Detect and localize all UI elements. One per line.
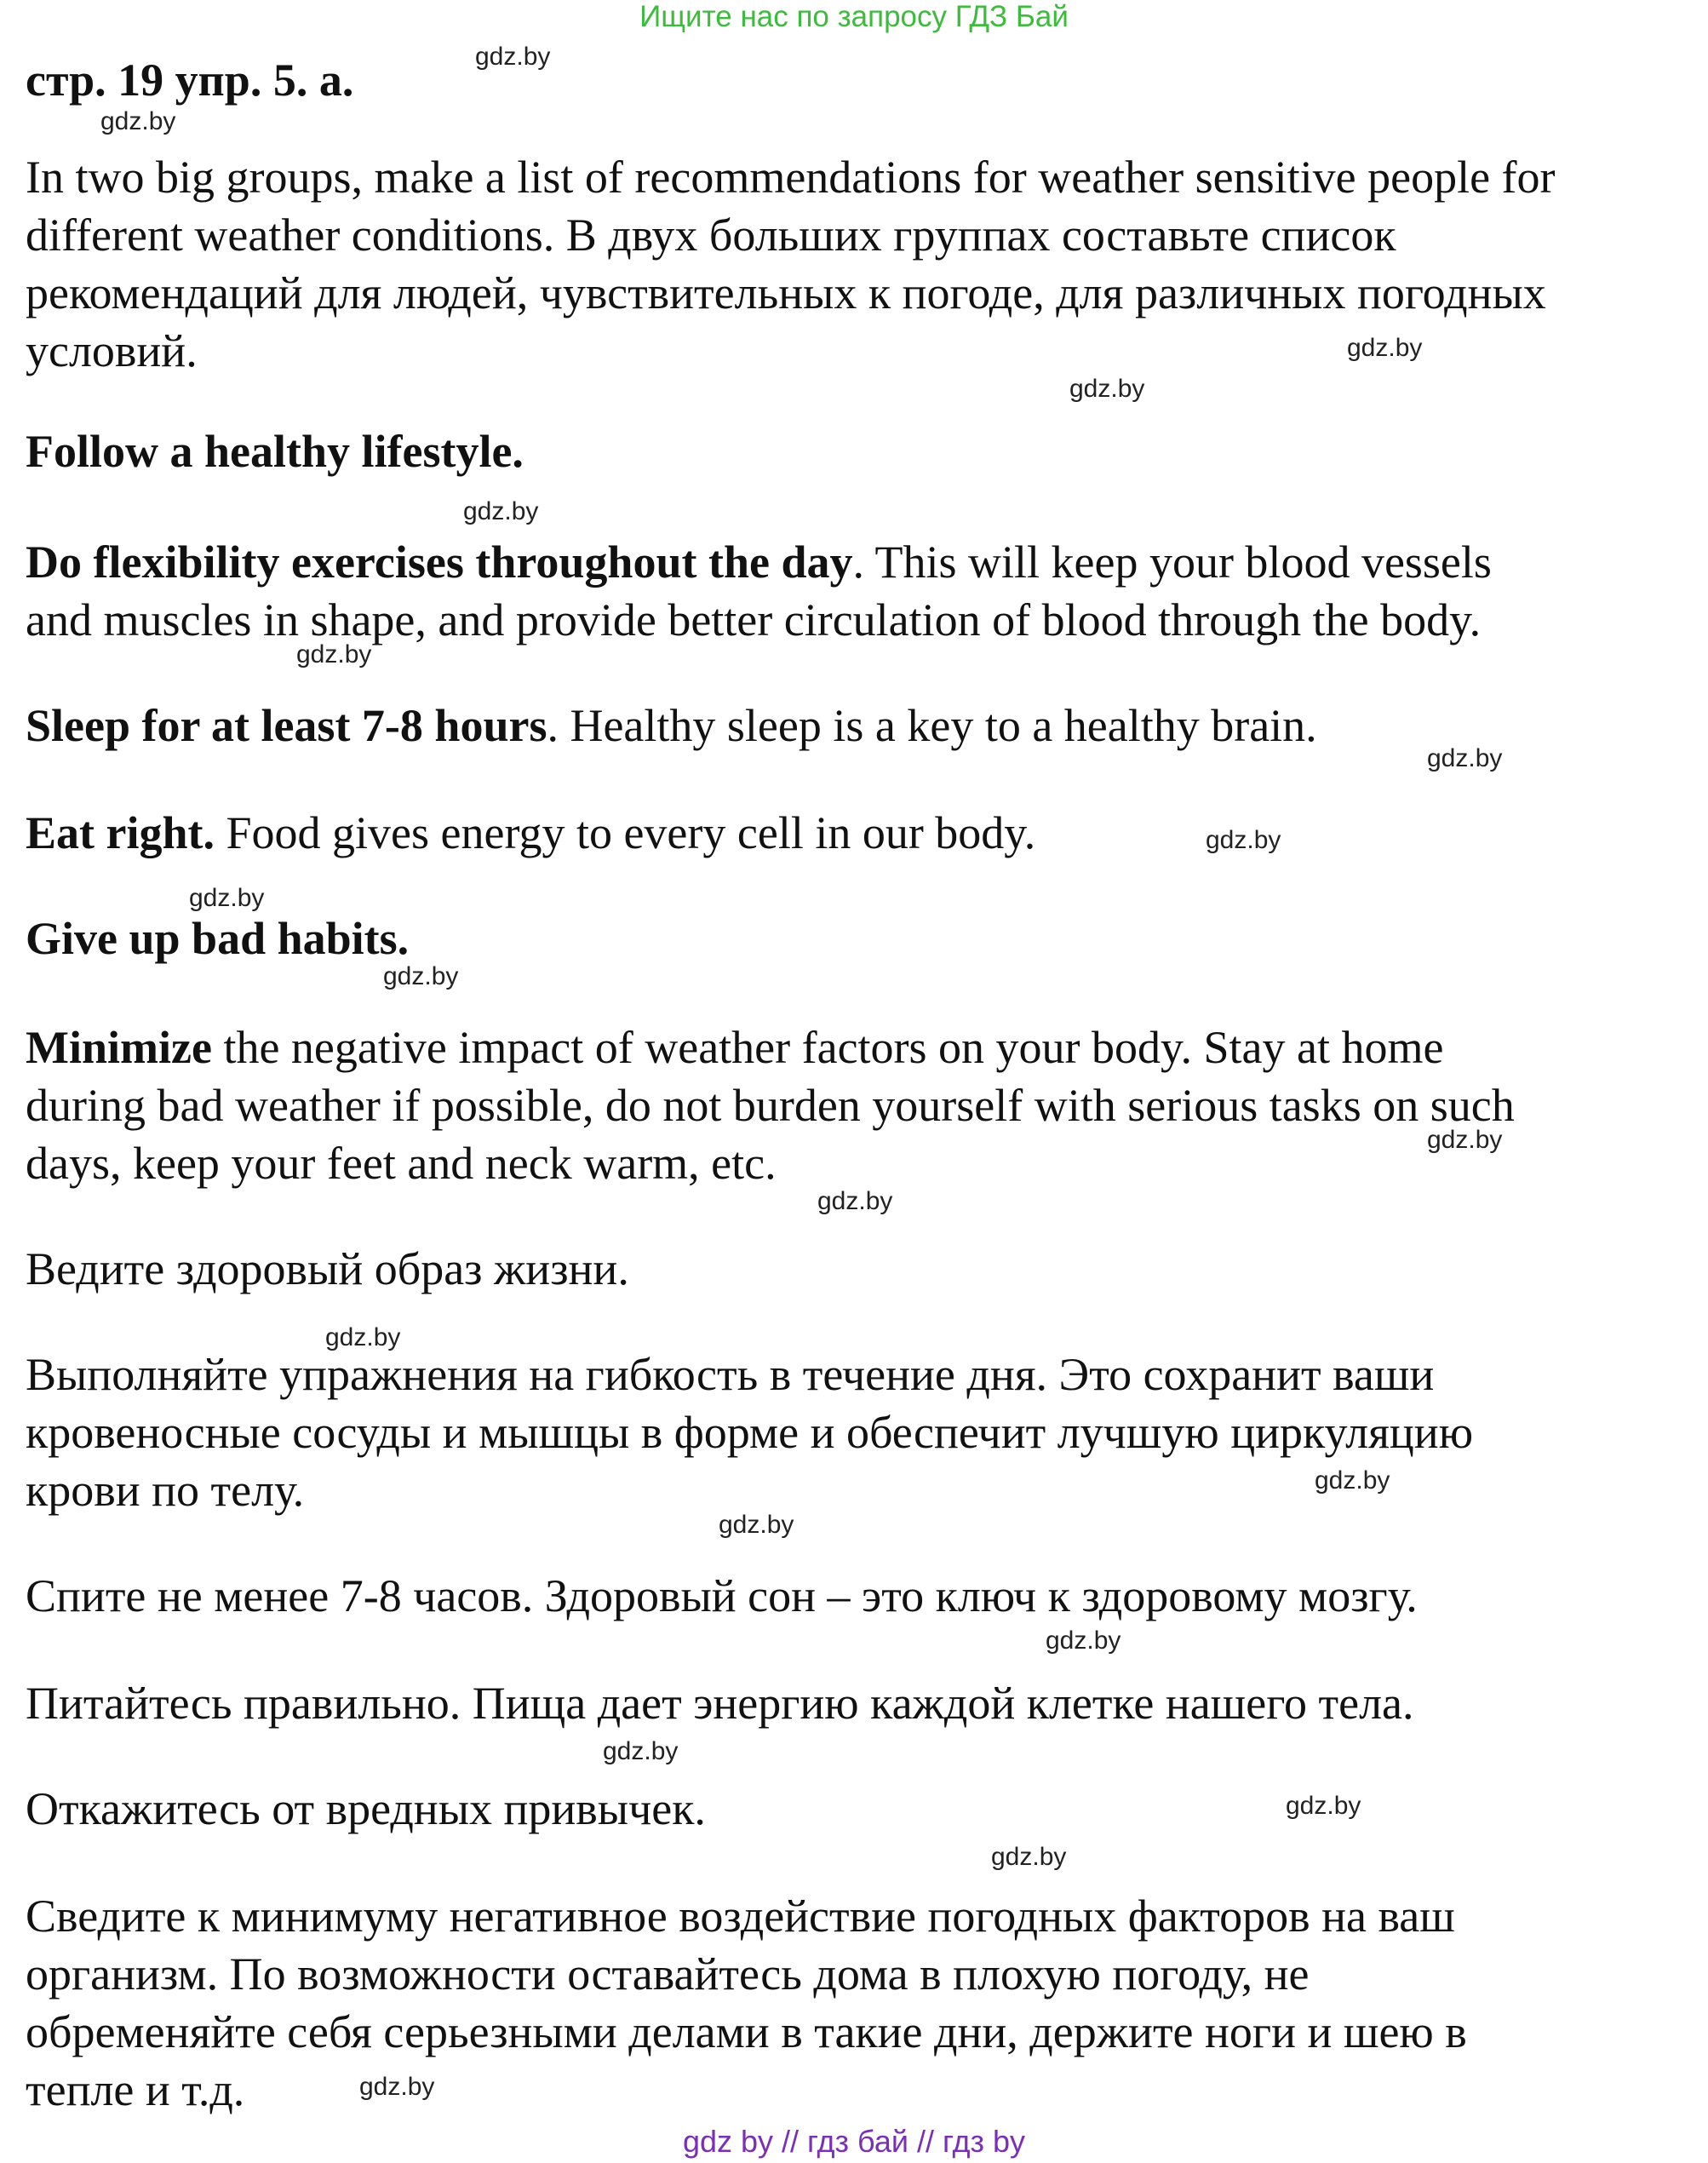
paragraph-line xyxy=(26,1018,1694,1076)
russian-paragraph-5: Откажитесь от вредных привычек. xyxy=(26,1783,706,1834)
paragraph-line: кровеносные сосуды и мышцы в форме и обеспечит лучшую циркуляцию xyxy=(26,1407,1474,1458)
text-span: Food gives energy to every cell in our body. xyxy=(215,807,1036,858)
english-paragraph-2 xyxy=(26,533,1694,649)
watermark: gdz.by xyxy=(1046,1627,1121,1655)
watermark: gdz.by xyxy=(991,1843,1067,1871)
text-span: . Healthy sleep is a key to a healthy brain. xyxy=(547,700,1317,751)
bold-phrase: Do flexibility exercises throughout the day xyxy=(26,536,853,588)
bold-phrase: Sleep for at least 7-8 hours xyxy=(26,700,547,751)
footer-links[interactable]: gdz by // гдз бай // гдз by xyxy=(682,2124,1026,2159)
watermark: gdz.by xyxy=(603,1737,679,1765)
english-paragraph-6 xyxy=(26,1018,1694,1192)
task-line: In two big groups, make a list of recommendations for weather sensitive people for xyxy=(26,152,1556,203)
bold-phrase: Minimize xyxy=(26,1022,212,1073)
russian-paragraph-3: Спите не менее 7-8 часов. Здоровый сон – это ключ к здоровому мозгу. xyxy=(26,1570,1418,1621)
watermark: gdz.by xyxy=(296,640,372,668)
top-banner: Ищите нас по запросу ГДЗ Бай xyxy=(639,0,1069,33)
russian-paragraph-4: Питайтесь правильно. Пища дает энергию каждой клетке нашего тела. xyxy=(26,1678,1414,1729)
watermark: gdz.by xyxy=(817,1187,893,1215)
watermark: gdz.by xyxy=(100,107,176,135)
watermark: gdz.by xyxy=(383,962,459,990)
task-line: рекомендаций для людей, чувствительных к погоде, для различных погодных xyxy=(26,267,1546,318)
paragraph-line: тепле и т.д. xyxy=(26,2064,245,2115)
russian-paragraph-1: Ведите здоровый образ жизни. xyxy=(26,1243,629,1294)
watermark: gdz.by xyxy=(1206,826,1281,854)
text-span: . This will keep your blood vessels xyxy=(852,536,1492,588)
watermark: gdz.by xyxy=(1347,334,1423,362)
watermark: gdz.by xyxy=(1315,1466,1390,1495)
watermark: gdz.by xyxy=(325,1323,401,1351)
paragraph-line: Сведите к минимуму негативное воздействие погодных факторов на ваш xyxy=(26,1890,1455,1942)
task-line: different weather conditions. В двух больших группах составьте список xyxy=(26,209,1396,261)
watermark: gdz.by xyxy=(1427,1126,1503,1154)
paragraph-line: организм. По возможности оставайтесь дома в плохую погоду, не xyxy=(26,1948,1310,1999)
paragraph-line: days, keep your feet and neck warm, etc. xyxy=(26,1138,777,1189)
watermark: gdz.by xyxy=(359,2073,435,2101)
english-paragraph-5 xyxy=(26,909,1694,967)
paragraph-line: and muscles in shape, and provide better circulation of blood through the body. xyxy=(26,594,1482,645)
task-paragraph xyxy=(26,148,1694,380)
text-span: the negative impact of weather factors on your body. Stay at home xyxy=(211,1022,1444,1073)
watermark: gdz.by xyxy=(189,884,265,912)
russian-paragraph-2 xyxy=(26,1345,1694,1519)
watermark: gdz.by xyxy=(1069,375,1145,403)
english-paragraph-4 xyxy=(26,804,1694,862)
watermark: gdz.by xyxy=(1286,1792,1361,1820)
watermark: gdz.by xyxy=(463,497,539,525)
paragraph-line xyxy=(26,533,1694,591)
paragraph-line: Выполняйте упражнения на гибкость в течение дня. Это сохранит ваши xyxy=(26,1349,1435,1400)
watermark: gdz.by xyxy=(719,1511,794,1539)
watermark: gdz.by xyxy=(1427,744,1503,772)
bold-phrase: Follow a healthy lifestyle. xyxy=(26,426,524,477)
watermark: gdz.by xyxy=(475,43,551,71)
bold-phrase: Give up bad habits. xyxy=(26,913,410,964)
paragraph-line: during bad weather if possible, do not burden yourself with serious tasks on such xyxy=(26,1080,1515,1131)
page-title: стр. 19 упр. 5. а. xyxy=(26,55,354,106)
bold-phrase: Eat right. xyxy=(26,807,215,858)
paragraph-line: крови по телу. xyxy=(26,1465,305,1516)
task-line: условий. xyxy=(26,325,198,376)
paragraph-line: обременяйте себя серьезными делами в такие дни, держите ноги и шею в xyxy=(26,2006,1467,2057)
russian-paragraph-6 xyxy=(26,1887,1694,2119)
english-paragraph-1 xyxy=(26,422,1694,480)
